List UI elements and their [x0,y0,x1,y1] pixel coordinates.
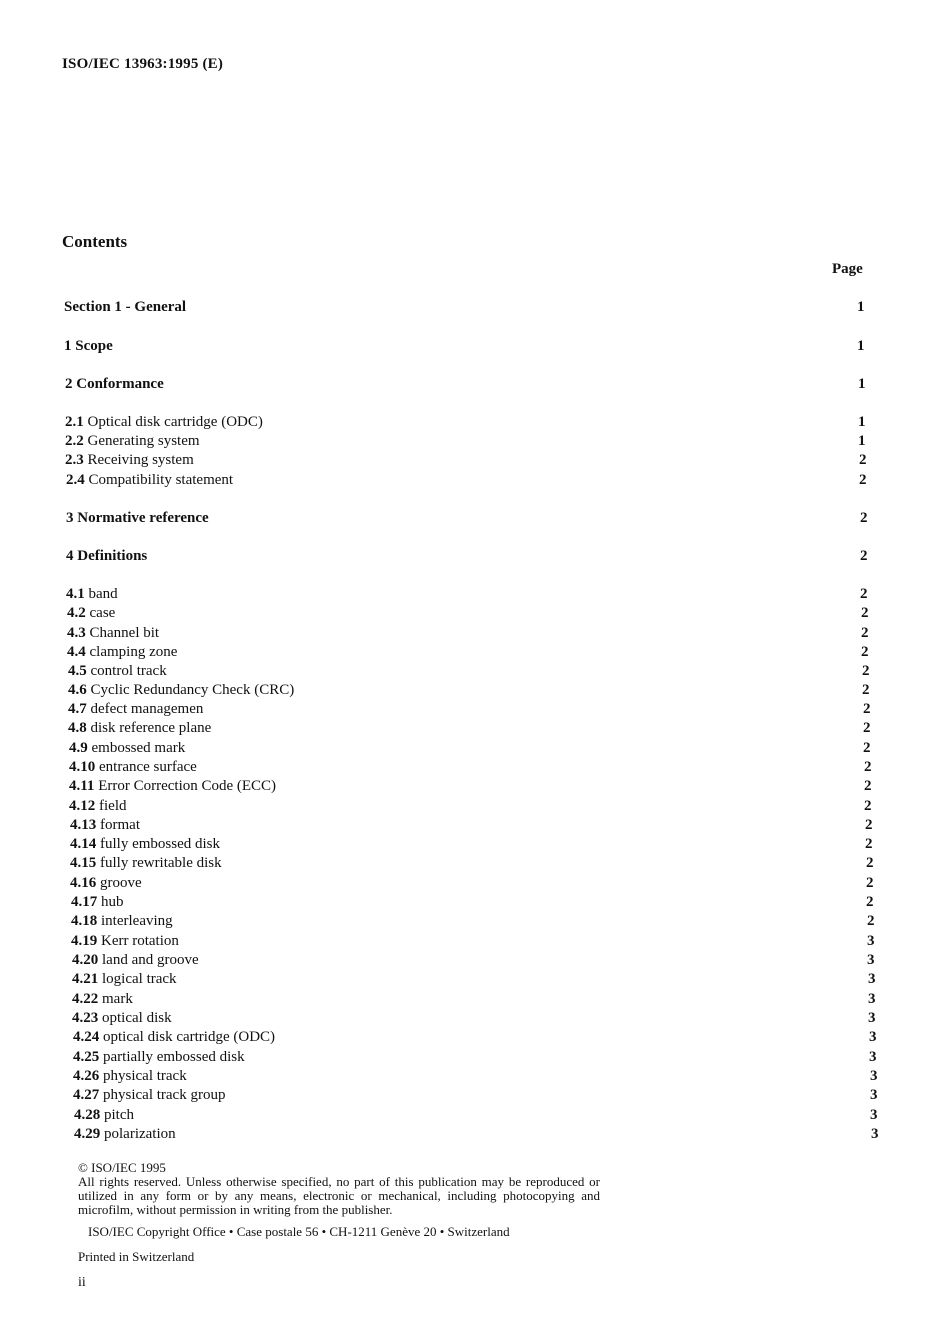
toc-entry [67,604,115,622]
toc-entry-number: 2.2 [65,433,84,449]
toc-entry-title: Channel bit [89,625,160,641]
toc-entry [73,1048,245,1066]
toc-entry-number: 4.15 [70,855,97,871]
toc-entry-page: 1 [858,414,866,430]
copyright-office-address: ISO/IEC Copyright Office • Case postale 56 • CH-1211 Genève 20 • Switzerland [88,1224,510,1239]
toc-entry [67,643,177,661]
toc-entry-page: 2 [866,875,874,891]
toc-entry-page: 2 [865,817,873,833]
toc-entry-title: partially embossed disk [103,1049,245,1065]
toc-entry-number: 2.3 [65,452,84,468]
toc-entry-page: 2 [863,740,871,756]
toc-entry-number: 2.1 [65,414,84,430]
toc-entry-page: 3 [867,952,875,968]
toc-entry-page: 2 [863,701,871,717]
toc-entry [66,471,233,489]
toc-entry-page: 3 [868,991,876,1007]
toc-entry-page: 2 [865,836,873,852]
contents-title: Contents [62,232,128,251]
toc-entry [72,990,133,1008]
toc-entry-page: 2 [866,855,874,871]
toc-entry-page: 2 [861,644,869,660]
toc-entry-title: land and groove [102,952,199,968]
toc-entry-title: 3 Normative reference [66,510,209,526]
toc-entry-title: 4 Definitions [66,548,148,564]
rights-statement: All rights reserved. Unless otherwise specified, no part of this publication may be reproduced or utilized in any form or by any means, electronic or mechanical, including photocopying and microfilm, without permission in writing from the publisher. [78,1174,600,1217]
toc-entry-page: 3 [869,1049,877,1065]
toc-entry-page: 3 [868,971,876,987]
toc-entry-title: embossed mark [91,740,186,756]
toc-entry [70,816,140,834]
toc-entry [64,337,113,355]
toc-entry-number: 4.25 [73,1049,100,1065]
toc-entry-title: optical disk [102,1010,172,1026]
toc-entry-page: 1 [857,299,865,315]
toc-entry-number: 4.20 [72,952,99,968]
toc-entry-title: physical track group [103,1087,226,1103]
toc-entry [72,951,199,969]
toc-entry [68,662,167,680]
toc-entry-title: Kerr rotation [101,933,179,949]
toc-entry [73,1067,187,1085]
toc-entry-title: clamping zone [89,644,178,660]
toc-entry-page: 1 [858,433,866,449]
printed-location: Printed in Switzerland [78,1249,195,1264]
toc-entry-number: 4.6 [68,682,87,698]
toc-entry [70,854,222,872]
toc-entry-number: 4.3 [67,625,86,641]
copyright-notice [78,1161,600,1217]
toc-entry-number: 4.23 [72,1010,99,1026]
toc-entry-title: Cyclic Redundancy Check (CRC) [90,682,295,698]
toc-entry-title: pitch [104,1107,134,1123]
toc-entry [66,585,118,603]
toc-entry-number: 4.1 [66,586,85,602]
toc-entry [64,298,186,316]
toc-entry [66,509,209,527]
toc-entry-page: 3 [870,1107,878,1123]
toc-entry-title: Section 1 - General [64,299,187,315]
toc-entry-title: optical disk cartridge (ODC) [103,1029,276,1045]
toc-entry [65,413,263,431]
toc-entry-number: 4.7 [68,701,87,717]
toc-entry-number: 4.29 [74,1126,101,1142]
page-number: ii [78,1275,86,1290]
toc-entry-title: mark [102,991,133,1007]
toc-entry [69,739,185,757]
toc-entry-page: 2 [859,452,867,468]
toc-entry-number: 4.9 [69,740,88,756]
toc-entry-title: format [100,817,140,833]
toc-entry [66,547,147,565]
toc-entry-title: logical track [102,971,177,987]
toc-entry-number: 4.13 [70,817,97,833]
toc-entry-title: Generating system [87,433,200,449]
toc-entry-page: 2 [864,778,872,794]
toc-entry-number: 2.4 [66,472,85,488]
toc-entry-page: 2 [862,663,870,679]
toc-entry-title: 1 Scope [64,338,113,354]
toc-entry-number: 4.2 [67,605,86,621]
toc-entry [73,1086,225,1104]
toc-entry-title: interleaving [101,913,173,929]
toc-entry [65,432,200,450]
toc-entry-number: 4.28 [74,1107,101,1123]
toc-entry-page: 2 [860,586,868,602]
toc-entry [65,451,194,469]
toc-entry [69,797,127,815]
toc-entry-page: 3 [868,1010,876,1026]
toc-entry-page: 2 [859,472,867,488]
toc-entry-number: 4.10 [69,759,96,775]
toc-entry-number: 4.11 [69,778,95,794]
toc-entry-title: control track [90,663,167,679]
toc-entry-title: physical track [103,1068,187,1084]
toc-entry-page: 1 [857,338,865,354]
toc-entry-title: band [88,586,118,602]
toc-entry-page: 2 [862,682,870,698]
toc-entry-page: 2 [860,510,868,526]
toc-entry-page: 1 [858,376,866,392]
toc-entry-number: 4.17 [71,894,98,910]
toc-entry-number: 4.8 [68,720,87,736]
toc-entry [74,1106,134,1124]
toc-entry-title: entrance surface [99,759,197,775]
toc-entry-number: 4.21 [72,971,99,987]
toc-entry-page: 3 [867,933,875,949]
toc-entry-page: 2 [864,759,872,775]
toc-entry-page: 2 [860,548,868,564]
toc-entry-title: hub [101,894,124,910]
toc-entry-title: disk reference plane [90,720,212,736]
toc-entry [71,912,173,930]
running-header: ISO/IEC 13963:1995 (E) [62,56,224,72]
toc-entry-title: case [89,605,116,621]
toc-entry [67,624,159,642]
toc-entry-page: 2 [866,894,874,910]
toc-entry [69,777,276,795]
toc-entry-number: 4.4 [67,644,86,660]
toc-entry-number: 4.16 [70,875,97,891]
page-column-label: Page [832,261,863,277]
toc-entry-page: 2 [861,625,869,641]
toc-entry-title: Receiving system [87,452,194,468]
toc-entry [65,375,164,393]
toc-entry-page: 2 [861,605,869,621]
toc-entry [71,893,124,911]
toc-entry [68,719,211,737]
toc-entry-page: 3 [870,1087,878,1103]
copyright-line: © ISO/IEC 1995 [78,1160,166,1175]
toc-entry-number: 4.27 [73,1087,100,1103]
toc-entry [68,681,294,699]
toc-entry-page: 2 [863,720,871,736]
toc-entry-title: groove [100,875,142,891]
toc-entry-number: 4.12 [69,798,96,814]
toc-entry-title: field [99,798,127,814]
toc-entry-title: fully rewritable disk [100,855,222,871]
toc-entry-title: 2 Conformance [65,376,164,392]
toc-entry [71,932,179,950]
toc-entry [72,1009,172,1027]
toc-entry-title: Optical disk cartridge (ODC) [87,414,263,430]
toc-entry-number: 4.5 [68,663,87,679]
toc-entry-title: Compatibility statement [88,472,234,488]
toc-entry [73,1028,275,1046]
toc-entry-title: polarization [104,1126,176,1142]
toc-entry [70,835,220,853]
toc-entry-title: defect managemen [90,701,204,717]
toc-entry-number: 4.19 [71,933,98,949]
toc-entry [68,700,203,718]
toc-entry-page: 2 [864,798,872,814]
toc-entry-number: 4.24 [73,1029,100,1045]
toc-entry-number: 4.22 [72,991,99,1007]
toc-entry [70,874,142,892]
toc-entry-page: 3 [870,1068,878,1084]
toc-entry [69,758,197,776]
toc-entry-title: Error Correction Code (ECC) [98,778,277,794]
toc-entry [72,970,177,988]
toc-entry-page: 3 [871,1126,879,1142]
toc-entry-page: 3 [869,1029,877,1045]
toc-entry-number: 4.26 [73,1068,100,1084]
toc-entry-number: 4.14 [70,836,97,852]
toc-entry-title: fully embossed disk [100,836,220,852]
toc-entry-page: 2 [867,913,875,929]
toc-entry-number: 4.18 [71,913,98,929]
toc-entry [74,1125,176,1143]
